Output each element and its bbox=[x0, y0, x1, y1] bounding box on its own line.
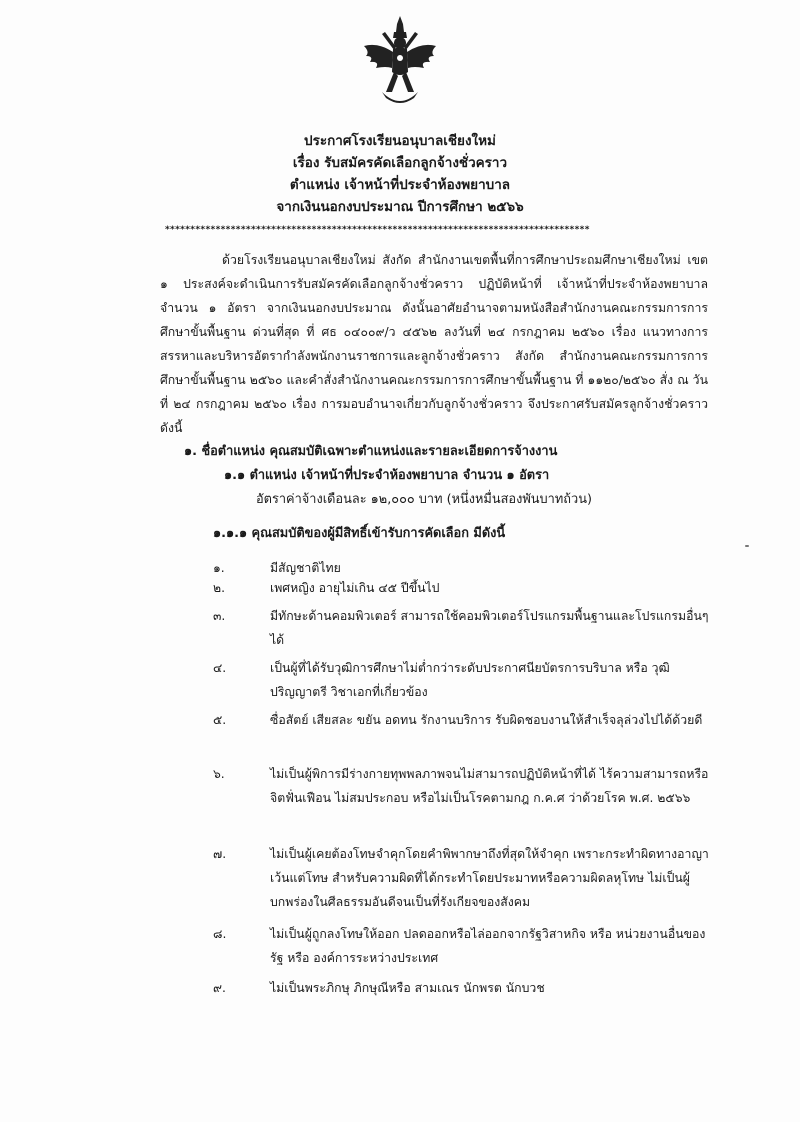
section-1-1-title: ๑.๑ ตำแหน่ง เจ้าหน้าที่ประจำห้องพยาบาล จำนวน ๑ อัตรา bbox=[224, 468, 550, 483]
item-text: เป็นผู้ที่ได้รับวุฒิการศึกษาไม่ต่ำกว่าระดับประกาศนียบัตรการบริบาล หรือ วุฒิปริญญาตรี วิชาเอกที่เกี่ยวข้อง bbox=[270, 661, 670, 699]
item-text: มีทักษะด้านคอมพิวเตอร์ สามารถใช้คอมพิวเตอร์โปรแกรมพื้นฐานและโปรแกรมอื่นๆ ได้ bbox=[270, 609, 709, 647]
qualification-item bbox=[213, 576, 709, 600]
item-number: ๖. bbox=[213, 767, 225, 781]
announcement-header bbox=[0, 130, 800, 218]
intro-paragraph: ด้วยโรงเรียนอนุบาลเชียงใหม่ สังกัด สำนักงานเขตพื้นที่การศึกษาประถมศึกษาเชียงใหม่ เขต ๑ ประสงค์จะดำเนินการรับสมัครคัดเลือกลูกจ้างชั่วคราว ปฏิบัติหน้าที่ เจ้าหน้าที่ประจำห้องพยาบาล จำนวน ๑ อัตรา จากเงินนอกงบประมาณ ดังนั้นอาศัยอำนาจตามหนังสือสำนักงานคณะกรรมการการศึกษาขั้นพื้นฐาน ด่วนที่สุด ที่ ศธ ๐๔๐๐๙/ว ๔๕๖๒ ลงวันที่ ๒๔ กรกฎาคม ๒๕๖๐ เรื่อง แนวทางการสรรหาและบริหารอัตรากำลังพนักงานราชการและลูกจ้างชั่วคราว สังกัด สำนักงานคณะกรรมการการศึกษาขั้นพื้นฐาน ๒๕๖๐ และคำสั่งสำนักงานคณะกรรมการการศึกษาขั้นพื้นฐาน ที่ ๑๑๒๐/๒๕๖๐ สั่ง ณ วันที่ ๒๔ กรกฎาคม ๒๕๖๐ เรื่อง การมอบอำนาจเกี่ยวกับลูกจ้างชั่วคราว จึงประกาศรับสมัครลูกจ้างชั่วคราว ดังนี้ bbox=[160, 253, 708, 435]
qualification-item bbox=[213, 842, 709, 914]
wage-rate: อัตราค่าจ้างเดือนละ ๑๒,๐๐๐ บาท (หนึ่งหมื่นสองพันบาทถ้วน) bbox=[256, 492, 592, 507]
item-number: ๑. bbox=[213, 561, 225, 575]
item-text: เพศหญิง อายุไม่เกิน ๔๕ ปีขึ้นไป bbox=[270, 581, 440, 595]
item-text: ไม่เป็นผู้พิการมีร่างกายทุพพลภาพจนไม่สามารถปฏิบัติหน้าที่ได้ ไร้ความสามารถหรือจิตฟั่นเฟือน ไม่สมประกอบ หรือไม่เป็นโรคตามกฎ ก.ค.ศ ว่าด้วยโรค พ.ศ. ๒๕๖๖ bbox=[270, 767, 709, 805]
announcement-title: ประกาศโรงเรียนอนุบาลเชียงใหม่ bbox=[304, 133, 496, 149]
item-text: ไม่เป็นผู้เคยต้องโทษจำคุกโดยคำพิพากษาถึงที่สุดให้จำคุก เพราะกระทำผิดทางอาญา เว้นแต่โทษ สำหรับความผิดที่ได้กระทำโดยประมาทหรือความผิดลหุโทษ ไม่เป็นผู้บกพร่องในศีลธรรมอันดีจนเป็นที่รังเกียจของสังคม bbox=[270, 847, 709, 909]
funding-source: จากเงินนอกงบประมาณ ปีการศึกษา ๒๕๖๖ bbox=[276, 199, 524, 215]
position-title: ตำแหน่ง เจ้าหน้าที่ประจำห้องพยาบาล bbox=[289, 177, 511, 193]
qualification-item bbox=[213, 708, 709, 732]
item-number: ๓. bbox=[213, 609, 226, 623]
item-number: ๙. bbox=[213, 981, 226, 995]
item-number: ๕. bbox=[213, 713, 227, 727]
announcement-subject: เรื่อง รับสมัครคัดเลือกลูกจ้างชั่วคราว bbox=[292, 155, 508, 171]
section-1-title: ๑. ชื่อตำแหน่ง คุณสมบัติเฉพาะตำแหน่งและรายละเอียดการจ้างงาน bbox=[184, 444, 558, 459]
qualification-item bbox=[213, 604, 709, 652]
qualifications-title: ๑.๑.๑ คุณสมบัติของผู้มีสิทธิ์เข้ารับการคัดเลือก มีดังนี้ bbox=[213, 526, 506, 541]
item-number: ๗. bbox=[213, 847, 227, 861]
qualification-item bbox=[213, 976, 709, 1000]
item-number: ๘. bbox=[213, 927, 227, 941]
garuda-emblem-icon bbox=[360, 12, 440, 112]
qualification-item bbox=[213, 656, 709, 704]
item-text: ไม่เป็นพระภิกษุ ภิกษุณีหรือ สามเณร นักพรต นักบวช bbox=[270, 981, 545, 995]
qualification-item bbox=[213, 762, 709, 810]
item-text: ซื่อสัตย์ เสียสละ ขยัน อดทน รักงานบริการ รับผิดชอบงานให้สำเร็จลุล่วงไปได้ด้วยดี bbox=[270, 713, 703, 727]
item-number: ๔. bbox=[213, 661, 227, 675]
item-text: ไม่เป็นผู้ถูกลงโทษให้ออก ปลดออกหรือไล่ออกจากรัฐวิสาหกิจ หรือ หน่วยงานอื่นของรัฐ หรือ องค์การระหว่างประเทศ bbox=[270, 927, 706, 965]
star-separator: ************************************************************************************ bbox=[165, 225, 590, 235]
item-number: ๒. bbox=[213, 581, 226, 595]
item-text: มีสัญชาติไทย bbox=[270, 561, 341, 575]
qualification-item bbox=[213, 922, 709, 970]
scan-speck bbox=[745, 545, 749, 547]
